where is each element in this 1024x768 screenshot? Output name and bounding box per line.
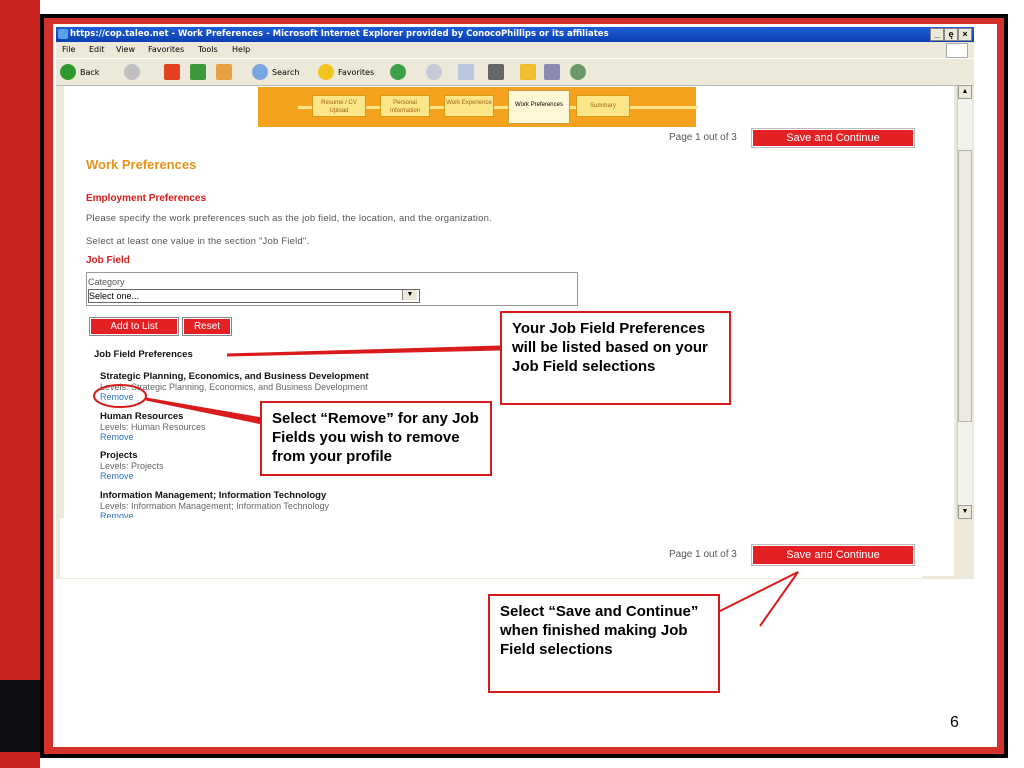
page-indicator-bottom: Page 1 out of 3: [669, 549, 737, 560]
job-field-heading: Job Field: [86, 255, 130, 266]
callout-pointer-list: [227, 346, 500, 356]
wizard-step-experience[interactable]: Work Experience: [444, 95, 494, 117]
menu-file[interactable]: File: [62, 45, 76, 54]
remove-link[interactable]: Remove: [100, 471, 134, 481]
save-continue-button-bottom[interactable]: Save and Continue: [752, 545, 914, 565]
page-indicator-top: Page 1 out of 3: [669, 132, 737, 143]
window-title: https://cop.taleo.net - Work Preferences - Microsoft Internet Explorer provided by ConocoPhillips or its affiliates: [70, 29, 609, 39]
menu-favorites[interactable]: Favorites: [148, 45, 185, 54]
reset-button[interactable]: Reset: [183, 318, 231, 335]
callout-save-hint: Select “Save and Continue” when finished making Job Field selections: [488, 594, 720, 693]
preference-title: Projects: [100, 450, 138, 461]
callout-pointer-save: [718, 572, 798, 626]
save-continue-button-top[interactable]: Save and Continue: [752, 129, 914, 147]
remove-link[interactable]: Remove: [100, 392, 134, 402]
menu-help[interactable]: Help: [232, 45, 251, 54]
preference-title: Strategic Planning, Economics, and Business Development: [100, 371, 369, 382]
search-label[interactable]: Search: [272, 68, 300, 77]
preference-levels: Levels: Strategic Planning, Economics, and Business Development: [100, 382, 368, 392]
wizard-step-summary[interactable]: Summary: [576, 95, 630, 117]
callout-remove-hint: Select “Remove” for any Job Fields you wish to remove from your profile: [260, 401, 492, 476]
menu-tools[interactable]: Tools: [198, 45, 218, 54]
maximize-button[interactable]: ę: [944, 28, 958, 41]
minimize-button[interactable]: _: [930, 28, 944, 41]
wizard-step-resume[interactable]: Resume / CV Upload: [312, 95, 366, 117]
category-label: Category: [88, 277, 125, 287]
rule-text: Select at least one value in the section "Job Field".: [86, 236, 310, 247]
page-title: Work Preferences: [86, 157, 197, 172]
instructions-text: Please specify the work preferences such as the job field, the location, and the organization.: [86, 213, 492, 224]
slide-number: 6: [950, 714, 959, 731]
scroll-down-arrow-icon[interactable]: ▼: [958, 505, 972, 519]
menu-view[interactable]: View: [116, 45, 135, 54]
chevron-down-icon[interactable]: ▼: [402, 290, 417, 300]
close-button[interactable]: ×: [958, 28, 972, 41]
menu-edit[interactable]: Edit: [89, 45, 105, 54]
callout-job-field-list: Your Job Field Preferences will be listed based on your Job Field selections: [500, 311, 731, 405]
scroll-up-arrow-icon[interactable]: ▲: [958, 85, 972, 99]
wizard-step-preferences[interactable]: Work Preferences: [508, 90, 570, 124]
preference-title: Human Resources: [100, 411, 184, 422]
callout-pointer-remove: [146, 398, 262, 424]
preference-levels: Levels: Information Management; Information Technology: [100, 501, 329, 511]
remove-highlight-ring: [94, 385, 146, 407]
section-subtitle: Employment Preferences: [86, 193, 207, 204]
job-field-preferences-heading: Job Field Preferences: [94, 349, 193, 360]
remove-link[interactable]: Remove: [100, 432, 134, 442]
remove-link[interactable]: Remove: [100, 511, 134, 518]
back-label[interactable]: Back: [80, 68, 100, 77]
category-select[interactable]: Select one...: [88, 289, 420, 303]
favorites-label[interactable]: Favorites: [338, 68, 375, 77]
wizard-step-personal[interactable]: Personal Information: [380, 95, 430, 117]
preference-levels: Levels: Projects: [100, 461, 164, 471]
add-to-list-button[interactable]: Add to List: [90, 318, 178, 335]
preference-levels: Levels: Human Resources: [100, 422, 206, 432]
preference-title: Information Management; Information Technology: [100, 490, 327, 501]
